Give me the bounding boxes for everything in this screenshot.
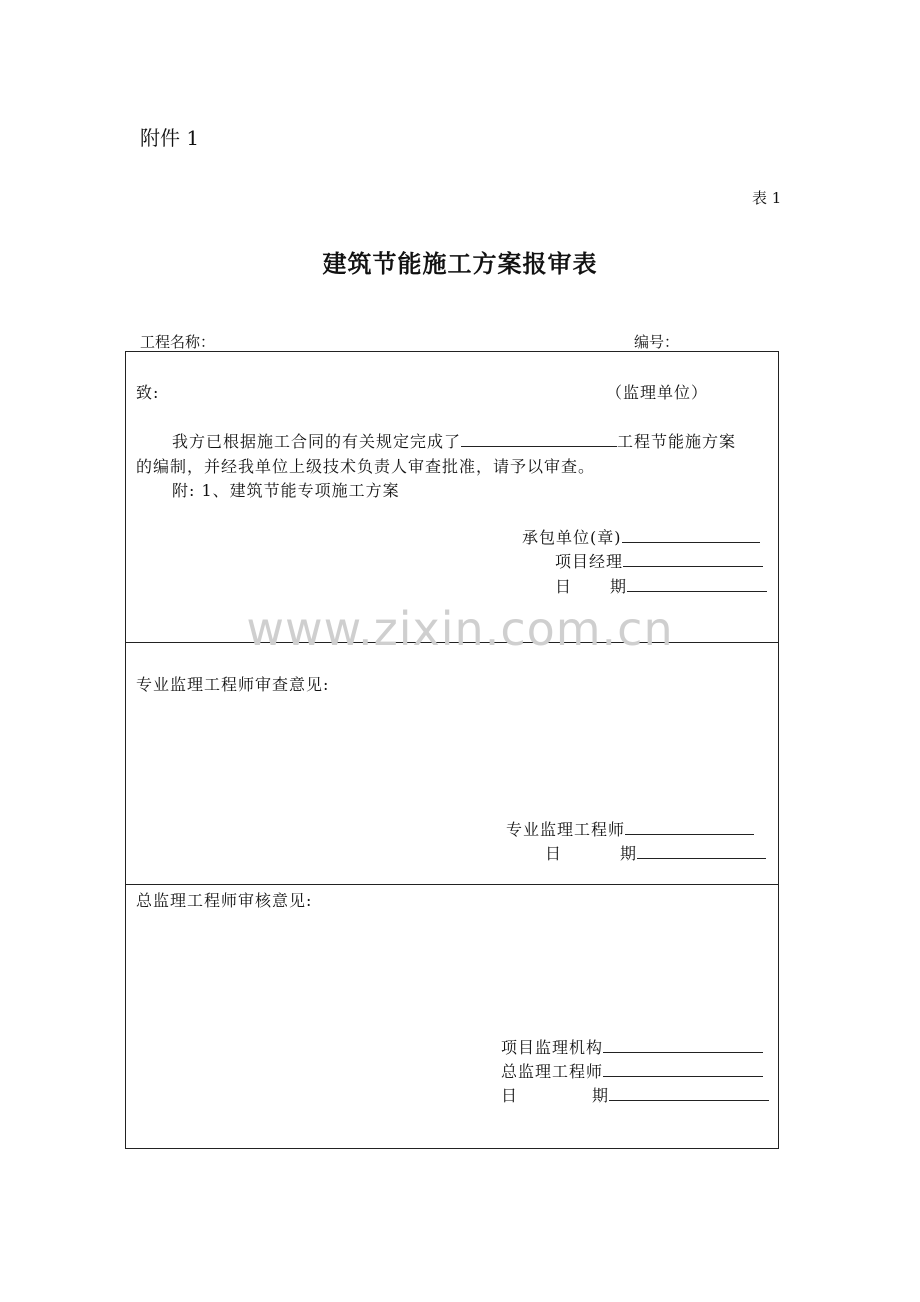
to-label: 致: (136, 383, 160, 402)
date-label-right: 期 (620, 844, 638, 863)
body-line-1-end: 工程节能施方案 (617, 432, 737, 451)
form-table (125, 351, 779, 1149)
date-line-2[interactable] (637, 842, 766, 859)
specialist-engineer-row (506, 817, 754, 840)
page-title: 建筑节能施工方案报审表 (322, 249, 598, 278)
date-line-3[interactable] (609, 1084, 769, 1101)
date-label-right: 期 (610, 577, 628, 596)
date-line-1[interactable] (627, 575, 767, 592)
project-manager-signature-line[interactable] (623, 550, 763, 567)
project-name-label: 工程名称： (140, 333, 216, 351)
agency-signature-line[interactable] (603, 1036, 763, 1053)
agency-row (501, 1035, 763, 1058)
contractor-label: 承包单位(章) (522, 528, 622, 547)
watermark: www.zixin.com.cn (246, 602, 674, 656)
agency-label: 项目监理机构 (501, 1038, 604, 1057)
attachment-label: 附件 1 (140, 126, 200, 150)
attachment-item: 附: 1、建筑节能专项施工方案 (172, 481, 400, 500)
specialist-review-heading: 专业监理工程师审查意见: (136, 675, 330, 694)
date-row-2 (545, 841, 766, 864)
specialist-engineer-signature-line[interactable] (625, 818, 754, 835)
date-row-3 (501, 1083, 769, 1106)
project-manager-label: 项目经理 (555, 552, 624, 571)
body-line-2: 的编制，并经我单位上级技术负责人审查批准，请予以审查。 (136, 457, 596, 476)
date-label-left: 日 (545, 844, 563, 863)
date-row-1 (555, 574, 767, 597)
table-number: 表 1 (752, 189, 782, 207)
body-line-1-start: 我方已根据施工合同的有关规定完成了 (172, 432, 462, 451)
chief-engineer-row (501, 1059, 763, 1082)
date-label-right: 期 (592, 1086, 610, 1105)
contractor-signature-line[interactable] (622, 526, 760, 543)
date-label-left: 日 (501, 1086, 519, 1105)
date-label-left: 日 (555, 577, 573, 596)
chief-engineer-signature-line[interactable] (603, 1060, 763, 1077)
project-blank-line[interactable] (461, 430, 617, 447)
body-line-1 (172, 429, 736, 452)
supervisor-unit-label: （监理单位） (606, 383, 709, 402)
section-divider-2 (126, 884, 778, 885)
chief-engineer-label: 总监理工程师 (501, 1062, 604, 1081)
specialist-engineer-label: 专业监理工程师 (506, 820, 626, 839)
contractor-row (522, 525, 760, 548)
chief-review-heading: 总监理工程师审核意见: (136, 891, 313, 910)
project-manager-row (555, 549, 763, 572)
serial-number-label: 编号： (634, 333, 680, 351)
